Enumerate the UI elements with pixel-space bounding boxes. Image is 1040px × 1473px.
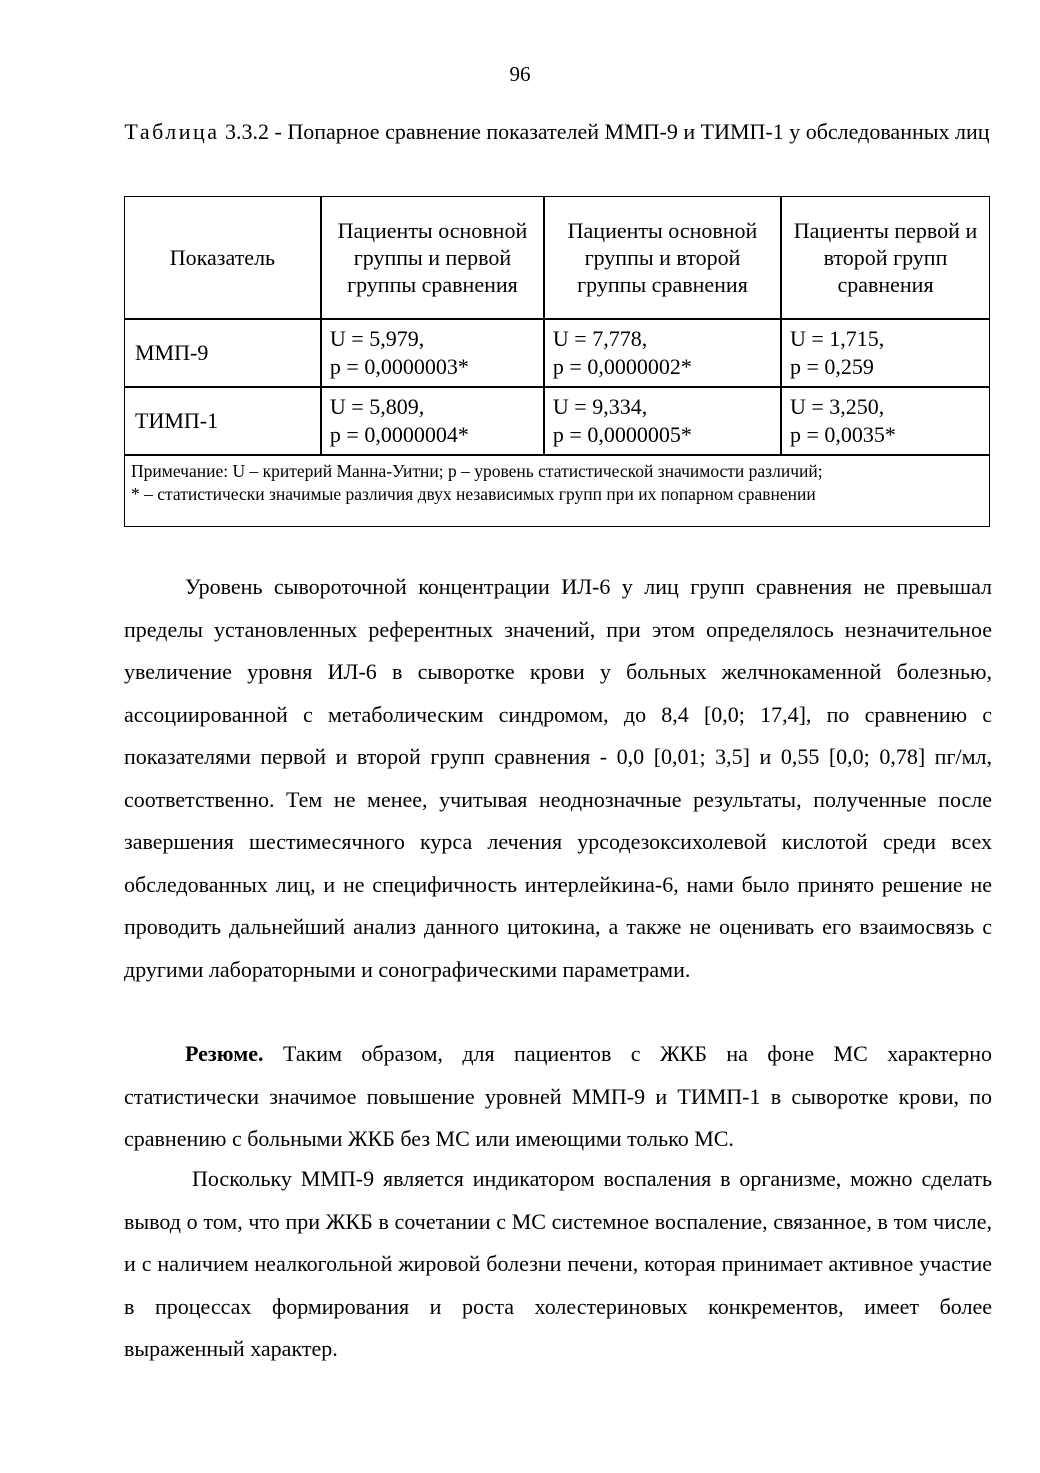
cell-p: р = 0,0000003* (329, 354, 469, 379)
paragraph-conclusion: Поскольку ММП-9 является индикатором воспаления в организме, можно сделать вывод о том, что при ЖКБ в сочетании с МС системное воспаление, связанное, в том числе, и с наличием неалкогольной жировой болезни печени, которая принимает активное участие в процессах формирования и роста холестериновых конкрементов, имеет более выраженный характер. (124, 1166, 992, 1361)
table-row (124, 319, 990, 387)
cell-p: р = 0,0000004* (329, 422, 469, 447)
cell-u: U = 9,334, (552, 394, 648, 419)
table-note-row (124, 455, 990, 527)
note-line: * – статистически значимые различия двух независимых групп при их попарном сравнении (131, 484, 816, 504)
table-cell (781, 319, 990, 387)
row-label: ММП-9 (124, 319, 321, 387)
paragraph-il6: Уровень сывороточной концентрации ИЛ-6 у лиц групп сравнения не превышал пределы установленных референтных значений, при этом определялось незначительное увеличение уровня ИЛ-6 в сыворотке крови у больных желчнокаменной болезнью, ассоциированной с метаболическим синдромом, до 8,4 [0,0; 17,4], по сравнению с показателями первой и второй групп сравнения - 0,0 [0,01; 3,5] и 0,55 [0,0; 0,78] пг/мл, соответственно. Тем не менее, учитывая неоднозначные результаты, полученные после завершения шестимесячного курса лечения урсодезоксихолевой кислотой среди всех обследованных лиц, и не специфичность интерлейкина-6, нами было принято решение не проводить дальнейший анализ данного цитокина, а также не оценивать его взаимосвязь с другими лабораторными и сонографическими параметрами. (124, 574, 992, 982)
table-row (124, 387, 990, 455)
cell-u: U = 5,979, (329, 326, 425, 351)
header-cell: Пациенты первой и второй групп сравнения (781, 196, 990, 319)
header-cell: Пациенты основной группы и второй группы сравнения (544, 196, 781, 319)
summary-label: Резюме. (185, 1041, 264, 1066)
paragraph-summary (124, 1033, 992, 1161)
cell-p: р = 0,0000005* (552, 422, 692, 447)
page-number: 96 (509, 62, 531, 86)
table-caption-text: - Попарное сравнение показателей ММП-9 и ТИМП-1 у обследованных лиц (269, 119, 990, 144)
table-cell (544, 387, 781, 455)
comparison-table (124, 196, 990, 527)
cell-u: U = 5,809, (329, 394, 425, 419)
row-label: ТИМП-1 (124, 387, 321, 455)
table-note (124, 455, 990, 527)
table-caption-number: 3.3.2 (225, 119, 270, 144)
table-caption (124, 110, 990, 153)
table-header-row (124, 196, 990, 319)
cell-p: р = 0,0035* (790, 422, 896, 447)
cell-u: U = 1,715, (790, 326, 885, 351)
cell-p: р = 0,0000002* (552, 354, 692, 379)
table-cell (321, 319, 544, 387)
table-cell (544, 319, 781, 387)
table-caption-label: Таблица (124, 119, 220, 144)
cell-u: U = 3,250, (790, 394, 885, 419)
table-cell (781, 387, 990, 455)
table-cell (321, 387, 544, 455)
cell-u: U = 7,778, (552, 326, 648, 351)
note-line: Примечание: U – критерий Манна-Уитни; р – уровень статистической значимости различий; (131, 461, 823, 481)
header-cell: Показатель (124, 196, 321, 319)
summary-text: Таким образом, для пациентов с ЖКБ на фоне МС характерно статистически значимое повышение уровней ММП-9 и ТИМП-1 в сыворотке крови, по сравнению с больными ЖКБ без МС или имеющими только МС. (124, 1041, 992, 1151)
cell-p: р = 0,259 (790, 354, 874, 379)
header-cell: Пациенты основной группы и первой группы сравнения (321, 196, 544, 319)
